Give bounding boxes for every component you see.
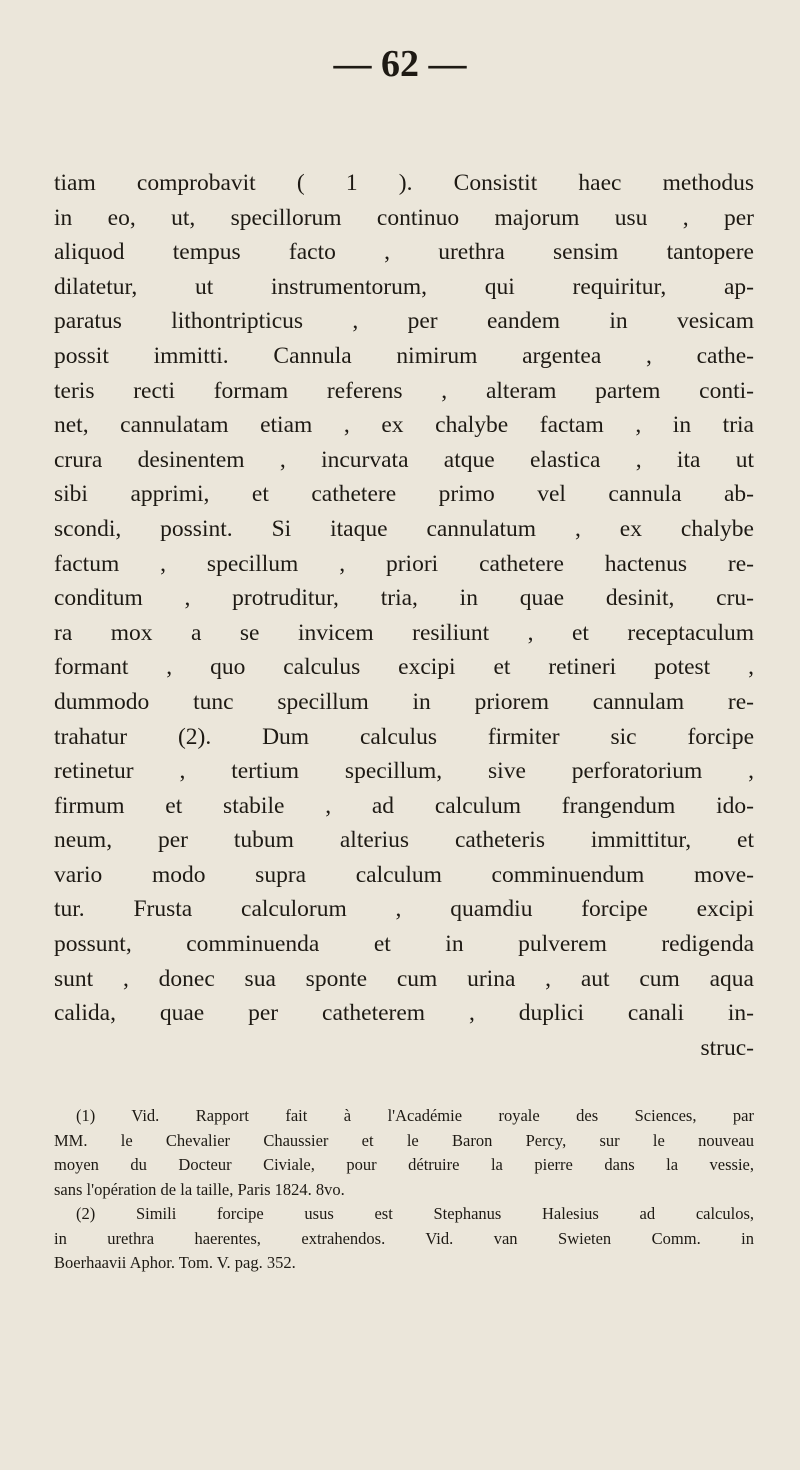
text-line: net, cannulatam etiam , ex chalybe factam , in tria [54, 412, 754, 439]
text-line: retinetur , tertium specillum, sive perforatorium , [54, 758, 754, 785]
footnote-line: (2) Simili forcipe usus est Stephanus Halesius ad calculos, [76, 1204, 754, 1223]
footnote-line: Boerhaavii Aphor. Tom. V. pag. 352. [54, 1253, 296, 1272]
text-line: aliquod tempus facto , urethra sensim tantopere [54, 239, 754, 266]
text-line: scondi, possint. Si itaque cannulatum , ex chalybe [54, 515, 754, 542]
page-number: — 62 — [333, 43, 467, 85]
text-line: paratus lithontripticus , per eandem in vesicam [54, 308, 754, 335]
text-line: dummodo tunc specillum in priorem cannulam re- [54, 688, 754, 715]
text-line: firmum et stabile , ad calculum frangendum ido- [54, 792, 754, 819]
footnote-line: MM. le Chevalier Chaussier et le Baron Percy, sur le nouveau [54, 1130, 754, 1150]
footnote-line: in urethra haerentes, extrahendos. Vid. van Swieten Comm. in [54, 1228, 754, 1248]
text-line: crura desinentem , incurvata atque elastica , ita ut [54, 446, 754, 473]
text-line: in eo, ut, specillorum continuo majorum usu , per [54, 204, 754, 231]
text-line: neum, per tubum alterius catheteris immittitur, et [54, 827, 754, 854]
catchword: struc- [700, 1034, 754, 1061]
text-line: sibi apprimi, et cathetere primo vel cannula ab- [54, 481, 754, 508]
footnote [54, 1202, 754, 1276]
text-line: possit immitti. Cannula nimirum argentea , cathe- [54, 342, 754, 369]
text-line: dilatetur, ut instrumentorum, qui requiritur, ap- [54, 273, 754, 300]
footnote [54, 1104, 754, 1202]
text-line: conditum , protruditur, tria, in quae desinit, cru- [54, 585, 754, 612]
footnotes [54, 1104, 754, 1276]
footnote-line: moyen du Docteur Civiale, pour détruire la pierre dans la vessie, [54, 1155, 754, 1174]
text-line: ra mox a se invicem resiliunt , et receptaculum [54, 619, 754, 646]
text-line: calida, quae per catheterem , duplici canali in- [54, 1000, 754, 1027]
text-line: tur. Frusta calculorum , quamdiu forcipe excipi [54, 896, 754, 923]
text-line: possunt, comminuenda et in pulverem redigenda [54, 931, 754, 958]
text-line: trahatur (2). Dum calculus firmiter sic forcipe [54, 723, 754, 750]
footnote-line: (1) Vid. Rapport fait à l'Académie royale des Sciences, par [76, 1106, 754, 1125]
text-line: sunt , donec sua sponte cum urina , aut cum aqua [54, 965, 754, 992]
text-line: vario modo supra calculum comminuendum move- [54, 861, 754, 888]
footnote-line: sans l'opération de la taille, Paris 1824. 8vo. [54, 1179, 345, 1199]
text-line: teris recti formam referens , alteram partem conti- [54, 377, 754, 404]
text-line: formant , quo calculus excipi et retineri potest , [54, 654, 754, 681]
text-line: factum , specillum , priori cathetere hactenus re- [54, 550, 754, 577]
body-text [54, 166, 754, 1065]
text-line: tiam comprobavit ( 1 ). Consistit haec methodus [54, 170, 754, 196]
